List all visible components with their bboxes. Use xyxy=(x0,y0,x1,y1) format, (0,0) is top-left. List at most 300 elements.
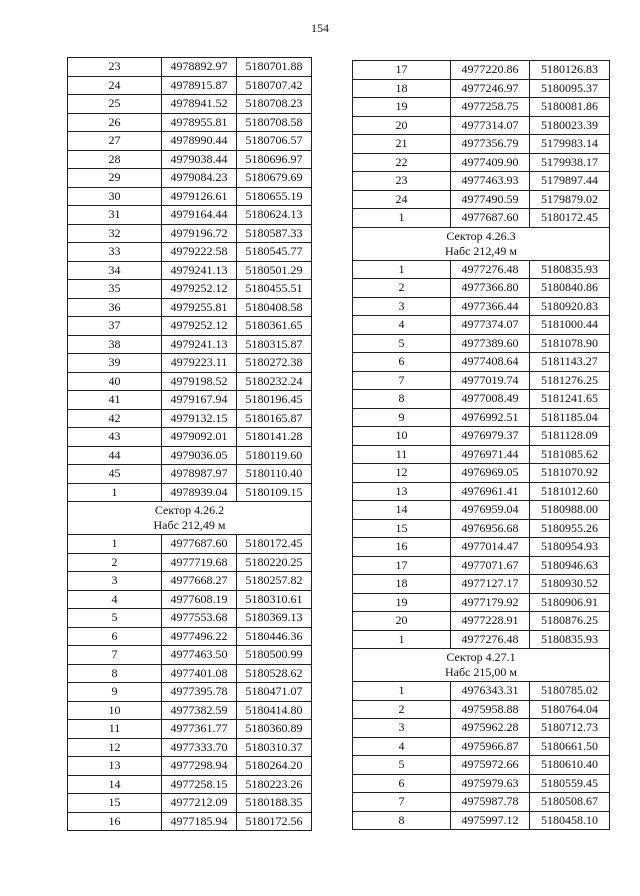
table-row xyxy=(68,738,312,757)
y-coordinate-cell: 5180876.25 xyxy=(530,612,610,631)
table-row xyxy=(353,135,610,154)
x-coordinate-cell: 4979167.94 xyxy=(162,391,237,410)
point-number-cell: 4 xyxy=(68,590,162,609)
point-number-cell: 16 xyxy=(68,812,162,831)
table-row xyxy=(68,317,312,336)
x-coordinate-cell: 4976961.41 xyxy=(451,482,530,501)
table-row xyxy=(68,683,312,702)
y-coordinate-cell: 5179897.44 xyxy=(530,172,610,191)
x-coordinate-cell: 4977220.86 xyxy=(451,61,530,80)
x-coordinate-cell: 4975979.63 xyxy=(451,774,530,793)
point-number-cell: 11 xyxy=(68,720,162,739)
y-coordinate-cell: 5180840.86 xyxy=(530,279,610,298)
table-row xyxy=(353,630,610,649)
x-coordinate-cell: 4979241.13 xyxy=(162,261,237,280)
x-coordinate-cell: 4978915.87 xyxy=(162,76,237,95)
table-row xyxy=(353,612,610,631)
table-row xyxy=(68,428,312,447)
y-coordinate-cell: 5180165.87 xyxy=(237,409,312,428)
x-coordinate-cell: 4977463.93 xyxy=(451,172,530,191)
table-row xyxy=(353,464,610,483)
point-number-cell: 1 xyxy=(353,209,451,228)
table-row xyxy=(353,334,610,353)
point-number-cell: 1 xyxy=(353,260,451,279)
table-body xyxy=(68,58,312,831)
table-row xyxy=(68,446,312,465)
x-coordinate-cell: 4978987.97 xyxy=(162,465,237,484)
point-number-cell: 35 xyxy=(68,280,162,299)
y-coordinate-cell: 5181185.04 xyxy=(530,408,610,427)
point-number-cell: 5 xyxy=(353,334,451,353)
table-row xyxy=(68,76,312,95)
x-coordinate-cell: 4977490.59 xyxy=(451,190,530,209)
x-coordinate-cell: 4977463.50 xyxy=(162,646,237,665)
point-number-cell: 17 xyxy=(353,556,451,575)
point-number-cell: 8 xyxy=(353,811,451,830)
section-title: Сектор 4.27.1 xyxy=(446,650,516,664)
point-number-cell: 23 xyxy=(353,172,451,191)
y-coordinate-cell: 5180310.61 xyxy=(237,590,312,609)
y-coordinate-cell: 5181078.90 xyxy=(530,334,610,353)
point-number-cell: 6 xyxy=(353,353,451,372)
table-row xyxy=(353,445,610,464)
table-row xyxy=(68,224,312,243)
y-coordinate-cell: 5180360.89 xyxy=(237,720,312,739)
table-row xyxy=(68,483,312,502)
table-row xyxy=(68,95,312,114)
table-row xyxy=(353,153,610,172)
point-number-cell: 6 xyxy=(353,774,451,793)
x-coordinate-cell: 4977719.68 xyxy=(162,553,237,572)
table-row xyxy=(353,811,610,830)
table-row xyxy=(353,371,610,390)
point-number-cell: 26 xyxy=(68,113,162,132)
x-coordinate-cell: 4975972.66 xyxy=(451,756,530,775)
table-row xyxy=(68,572,312,591)
point-number-cell: 1 xyxy=(353,630,451,649)
section-header-cell xyxy=(353,227,610,260)
y-coordinate-cell: 5180081.86 xyxy=(530,98,610,117)
x-coordinate-cell: 4977668.27 xyxy=(162,572,237,591)
x-coordinate-cell: 4977258.75 xyxy=(451,98,530,117)
point-number-cell: 38 xyxy=(68,335,162,354)
section-height: Набс 212,49 м xyxy=(444,243,518,258)
x-coordinate-cell: 4978939.04 xyxy=(162,483,237,502)
x-coordinate-cell: 4977333.70 xyxy=(162,738,237,757)
x-coordinate-cell: 4977382.59 xyxy=(162,701,237,720)
x-coordinate-cell: 4979252.12 xyxy=(162,317,237,336)
point-number-cell: 29 xyxy=(68,169,162,188)
y-coordinate-cell: 5180188.35 xyxy=(237,794,312,813)
y-coordinate-cell: 5180655.19 xyxy=(237,187,312,206)
y-coordinate-cell: 5179879.02 xyxy=(530,190,610,209)
y-coordinate-cell: 5180257.82 xyxy=(237,572,312,591)
y-coordinate-cell: 5180310.37 xyxy=(237,738,312,757)
point-number-cell: 16 xyxy=(353,538,451,557)
section-header-row xyxy=(353,227,610,260)
point-number-cell: 7 xyxy=(68,646,162,665)
point-number-cell: 4 xyxy=(353,316,451,335)
point-number-cell: 14 xyxy=(68,775,162,794)
table-row xyxy=(68,335,312,354)
section-title: Сектор 4.26.3 xyxy=(446,228,516,243)
table-row xyxy=(68,58,312,77)
point-number-cell: 1 xyxy=(68,535,162,554)
y-coordinate-cell: 5180835.93 xyxy=(530,630,610,649)
x-coordinate-cell: 4978941.52 xyxy=(162,95,237,114)
table-row xyxy=(353,682,610,701)
table-row xyxy=(68,646,312,665)
y-coordinate-cell: 5180220.25 xyxy=(237,553,312,572)
y-coordinate-cell: 5180696.97 xyxy=(237,150,312,169)
table-row xyxy=(353,260,610,279)
point-number-cell: 2 xyxy=(68,553,162,572)
point-number-cell: 1 xyxy=(68,483,162,502)
point-number-cell: 37 xyxy=(68,317,162,336)
y-coordinate-cell: 5180458.10 xyxy=(530,811,610,830)
point-number-cell: 31 xyxy=(68,206,162,225)
y-coordinate-cell: 5180988.00 xyxy=(530,501,610,520)
table-row xyxy=(353,98,610,117)
y-coordinate-cell: 5180954.93 xyxy=(530,538,610,557)
y-coordinate-cell: 5180955.26 xyxy=(530,519,610,538)
x-coordinate-cell: 4979126.61 xyxy=(162,187,237,206)
section-height: Набс 215,00 м xyxy=(444,665,518,679)
x-coordinate-cell: 4979241.13 xyxy=(162,335,237,354)
table-row xyxy=(353,538,610,557)
x-coordinate-cell: 4975962.28 xyxy=(451,719,530,738)
y-coordinate-cell: 5180369.13 xyxy=(237,609,312,628)
y-coordinate-cell: 5181128.09 xyxy=(530,427,610,446)
x-coordinate-cell: 4977019.74 xyxy=(451,371,530,390)
table-row xyxy=(68,169,312,188)
x-coordinate-cell: 4977356.79 xyxy=(451,135,530,154)
table-row xyxy=(68,535,312,554)
table-row xyxy=(68,150,312,169)
x-coordinate-cell: 4979223.11 xyxy=(162,354,237,373)
y-coordinate-cell: 5180528.62 xyxy=(237,664,312,683)
table-row xyxy=(68,113,312,132)
point-number-cell: 20 xyxy=(353,116,451,135)
table-row xyxy=(353,390,610,409)
table-row xyxy=(353,575,610,594)
table-row xyxy=(68,280,312,299)
x-coordinate-cell: 4977687.60 xyxy=(162,535,237,554)
y-coordinate-cell: 5180315.87 xyxy=(237,335,312,354)
table-row xyxy=(68,354,312,373)
x-coordinate-cell: 4977212.09 xyxy=(162,794,237,813)
section-header-row xyxy=(353,649,610,682)
y-coordinate-cell: 5180196.45 xyxy=(237,391,312,410)
x-coordinate-cell: 4977127.17 xyxy=(451,575,530,594)
point-number-cell: 23 xyxy=(68,58,162,77)
y-coordinate-cell: 5180545.77 xyxy=(237,243,312,262)
point-number-cell: 21 xyxy=(353,135,451,154)
point-number-cell: 18 xyxy=(353,575,451,594)
x-coordinate-cell: 4976343.31 xyxy=(451,682,530,701)
point-number-cell: 10 xyxy=(353,427,451,446)
point-number-cell: 41 xyxy=(68,391,162,410)
y-coordinate-cell: 5180920.83 xyxy=(530,297,610,316)
point-number-cell: 3 xyxy=(68,572,162,591)
x-coordinate-cell: 4979092.01 xyxy=(162,428,237,447)
y-coordinate-cell: 5180930.52 xyxy=(530,575,610,594)
table-row xyxy=(353,279,610,298)
x-coordinate-cell: 4977409.90 xyxy=(451,153,530,172)
section-title: Сектор 4.26.2 xyxy=(154,503,225,517)
x-coordinate-cell: 4979196.72 xyxy=(162,224,237,243)
y-coordinate-cell: 5180661.50 xyxy=(530,737,610,756)
x-coordinate-cell: 4976956.68 xyxy=(451,519,530,538)
x-coordinate-cell: 4978990.44 xyxy=(162,132,237,151)
x-coordinate-cell: 4977228.91 xyxy=(451,612,530,631)
point-number-cell: 44 xyxy=(68,446,162,465)
x-coordinate-cell: 4979084.23 xyxy=(162,169,237,188)
y-coordinate-cell: 5180408.58 xyxy=(237,298,312,317)
table-row xyxy=(353,501,610,520)
table-row xyxy=(353,172,610,191)
x-coordinate-cell: 4977608.19 xyxy=(162,590,237,609)
x-coordinate-cell: 4979198.52 xyxy=(162,372,237,391)
x-coordinate-cell: 4975958.88 xyxy=(451,700,530,719)
table-row xyxy=(68,664,312,683)
table-row xyxy=(353,719,610,738)
x-coordinate-cell: 4976979.37 xyxy=(451,427,530,446)
table-row xyxy=(68,206,312,225)
x-coordinate-cell: 4977401.08 xyxy=(162,664,237,683)
y-coordinate-cell: 5181143.27 xyxy=(530,353,610,372)
y-coordinate-cell: 5181070.92 xyxy=(530,464,610,483)
y-coordinate-cell: 5180414.80 xyxy=(237,701,312,720)
y-coordinate-cell: 5180109.15 xyxy=(237,483,312,502)
x-coordinate-cell: 4977014.47 xyxy=(451,538,530,557)
table-row xyxy=(353,209,610,228)
point-number-cell: 24 xyxy=(353,190,451,209)
point-number-cell: 20 xyxy=(353,612,451,631)
x-coordinate-cell: 4977008.49 xyxy=(451,390,530,409)
point-number-cell: 32 xyxy=(68,224,162,243)
x-coordinate-cell: 4979255.81 xyxy=(162,298,237,317)
y-coordinate-cell: 5180095.37 xyxy=(530,79,610,98)
x-coordinate-cell: 4977314.07 xyxy=(451,116,530,135)
y-coordinate-cell: 5181012.60 xyxy=(530,482,610,501)
point-number-cell: 14 xyxy=(353,501,451,520)
y-coordinate-cell: 5180764.04 xyxy=(530,700,610,719)
y-coordinate-cell: 5180232.24 xyxy=(237,372,312,391)
table-row xyxy=(353,793,610,812)
table-row xyxy=(353,353,610,372)
y-coordinate-cell: 5180172.45 xyxy=(237,535,312,554)
x-coordinate-cell: 4977395.78 xyxy=(162,683,237,702)
x-coordinate-cell: 4977366.80 xyxy=(451,279,530,298)
y-coordinate-cell: 5180272.38 xyxy=(237,354,312,373)
y-coordinate-cell: 5180223.26 xyxy=(237,775,312,794)
point-number-cell: 3 xyxy=(353,297,451,316)
table-row xyxy=(68,409,312,428)
y-coordinate-cell: 5180471.07 xyxy=(237,683,312,702)
y-coordinate-cell: 5180946.63 xyxy=(530,556,610,575)
section-header-cell xyxy=(68,502,312,535)
y-coordinate-cell: 5180587.33 xyxy=(237,224,312,243)
y-coordinate-cell: 5181276.25 xyxy=(530,371,610,390)
coordinates-table-left xyxy=(67,57,312,831)
table-row xyxy=(68,261,312,280)
y-coordinate-cell: 5180455.51 xyxy=(237,280,312,299)
y-coordinate-cell: 5180110.40 xyxy=(237,465,312,484)
x-coordinate-cell: 4979164.44 xyxy=(162,206,237,225)
point-number-cell: 2 xyxy=(353,279,451,298)
table-body xyxy=(353,61,610,830)
y-coordinate-cell: 5180361.65 xyxy=(237,317,312,336)
table-row xyxy=(353,519,610,538)
point-number-cell: 4 xyxy=(353,737,451,756)
point-number-cell: 12 xyxy=(353,464,451,483)
x-coordinate-cell: 4979132.15 xyxy=(162,409,237,428)
point-number-cell: 15 xyxy=(68,794,162,813)
x-coordinate-cell: 4979222.58 xyxy=(162,243,237,262)
y-coordinate-cell: 5180023.39 xyxy=(530,116,610,135)
x-coordinate-cell: 4977276.48 xyxy=(451,630,530,649)
y-coordinate-cell: 5180559.45 xyxy=(530,774,610,793)
point-number-cell: 36 xyxy=(68,298,162,317)
point-number-cell: 8 xyxy=(353,390,451,409)
table-row xyxy=(68,609,312,628)
point-number-cell: 9 xyxy=(353,408,451,427)
point-number-cell: 45 xyxy=(68,465,162,484)
point-number-cell: 24 xyxy=(68,76,162,95)
point-number-cell: 42 xyxy=(68,409,162,428)
table-row xyxy=(353,737,610,756)
table-row xyxy=(353,774,610,793)
point-number-cell: 39 xyxy=(68,354,162,373)
point-number-cell: 5 xyxy=(68,609,162,628)
y-coordinate-cell: 5180706.57 xyxy=(237,132,312,151)
x-coordinate-cell: 4979038.44 xyxy=(162,150,237,169)
y-coordinate-cell: 5180446.36 xyxy=(237,627,312,646)
point-number-cell: 30 xyxy=(68,187,162,206)
table-row xyxy=(353,700,610,719)
x-coordinate-cell: 4977408.64 xyxy=(451,353,530,372)
point-number-cell: 8 xyxy=(68,664,162,683)
y-coordinate-cell: 5180119.60 xyxy=(237,446,312,465)
x-coordinate-cell: 4977276.48 xyxy=(451,260,530,279)
table-row xyxy=(353,482,610,501)
x-coordinate-cell: 4975987.78 xyxy=(451,793,530,812)
point-number-cell: 1 xyxy=(353,682,451,701)
table-row xyxy=(68,298,312,317)
point-number-cell: 9 xyxy=(68,683,162,702)
section-header-cell xyxy=(353,649,610,682)
table-row xyxy=(68,187,312,206)
table-row xyxy=(353,593,610,612)
point-number-cell: 19 xyxy=(353,98,451,117)
point-number-cell: 6 xyxy=(68,627,162,646)
y-coordinate-cell: 5180785.02 xyxy=(530,682,610,701)
x-coordinate-cell: 4977185.94 xyxy=(162,812,237,831)
y-coordinate-cell: 5180708.23 xyxy=(237,95,312,114)
point-number-cell: 13 xyxy=(353,482,451,501)
x-coordinate-cell: 4976971.44 xyxy=(451,445,530,464)
point-number-cell: 7 xyxy=(353,793,451,812)
point-number-cell: 18 xyxy=(353,79,451,98)
table-row xyxy=(68,590,312,609)
y-coordinate-cell: 5179938.17 xyxy=(530,153,610,172)
table-row xyxy=(68,465,312,484)
x-coordinate-cell: 4975997.12 xyxy=(451,811,530,830)
table-row xyxy=(68,391,312,410)
point-number-cell: 22 xyxy=(353,153,451,172)
table-row xyxy=(353,408,610,427)
point-number-cell: 33 xyxy=(68,243,162,262)
point-number-cell: 27 xyxy=(68,132,162,151)
x-coordinate-cell: 4977258.15 xyxy=(162,775,237,794)
point-number-cell: 2 xyxy=(353,700,451,719)
x-coordinate-cell: 4977389.60 xyxy=(451,334,530,353)
table-row xyxy=(68,794,312,813)
y-coordinate-cell: 5179983.14 xyxy=(530,135,610,154)
x-coordinate-cell: 4977496.22 xyxy=(162,627,237,646)
point-number-cell: 34 xyxy=(68,261,162,280)
y-coordinate-cell: 5180172.45 xyxy=(530,209,610,228)
y-coordinate-cell: 5181000.44 xyxy=(530,316,610,335)
point-number-cell: 43 xyxy=(68,428,162,447)
y-coordinate-cell: 5180624.13 xyxy=(237,206,312,225)
y-coordinate-cell: 5180835.93 xyxy=(530,260,610,279)
point-number-cell: 12 xyxy=(68,738,162,757)
x-coordinate-cell: 4977687.60 xyxy=(451,209,530,228)
table-row xyxy=(68,701,312,720)
y-coordinate-cell: 5180501.29 xyxy=(237,261,312,280)
y-coordinate-cell: 5180141.28 xyxy=(237,428,312,447)
y-coordinate-cell: 5181241.65 xyxy=(530,390,610,409)
point-number-cell: 25 xyxy=(68,95,162,114)
y-coordinate-cell: 5180701.88 xyxy=(237,58,312,77)
point-number-cell: 19 xyxy=(353,593,451,612)
point-number-cell: 10 xyxy=(68,701,162,720)
section-height: Набс 212,49 м xyxy=(153,518,226,532)
table-row xyxy=(68,372,312,391)
table-row xyxy=(353,190,610,209)
point-number-cell: 5 xyxy=(353,756,451,775)
table-row xyxy=(353,297,610,316)
table-row xyxy=(68,812,312,831)
x-coordinate-cell: 4977361.77 xyxy=(162,720,237,739)
table-row xyxy=(68,775,312,794)
y-coordinate-cell: 5180172.56 xyxy=(237,812,312,831)
table-row xyxy=(68,627,312,646)
x-coordinate-cell: 4977366.44 xyxy=(451,297,530,316)
y-coordinate-cell: 5180500.99 xyxy=(237,646,312,665)
point-number-cell: 3 xyxy=(353,719,451,738)
table-row xyxy=(353,116,610,135)
table-row xyxy=(68,132,312,151)
point-number-cell: 13 xyxy=(68,757,162,776)
table-row xyxy=(353,427,610,446)
x-coordinate-cell: 4978892.97 xyxy=(162,58,237,77)
table-row xyxy=(353,316,610,335)
y-coordinate-cell: 5180679.69 xyxy=(237,169,312,188)
table-row xyxy=(353,556,610,575)
y-coordinate-cell: 5180712.73 xyxy=(530,719,610,738)
point-number-cell: 40 xyxy=(68,372,162,391)
y-coordinate-cell: 5180508.67 xyxy=(530,793,610,812)
y-coordinate-cell: 5180126.83 xyxy=(530,61,610,80)
y-coordinate-cell: 5180264.20 xyxy=(237,757,312,776)
table-row xyxy=(68,553,312,572)
x-coordinate-cell: 4977553.68 xyxy=(162,609,237,628)
x-coordinate-cell: 4976992.51 xyxy=(451,408,530,427)
page-number: 154 xyxy=(311,21,329,35)
